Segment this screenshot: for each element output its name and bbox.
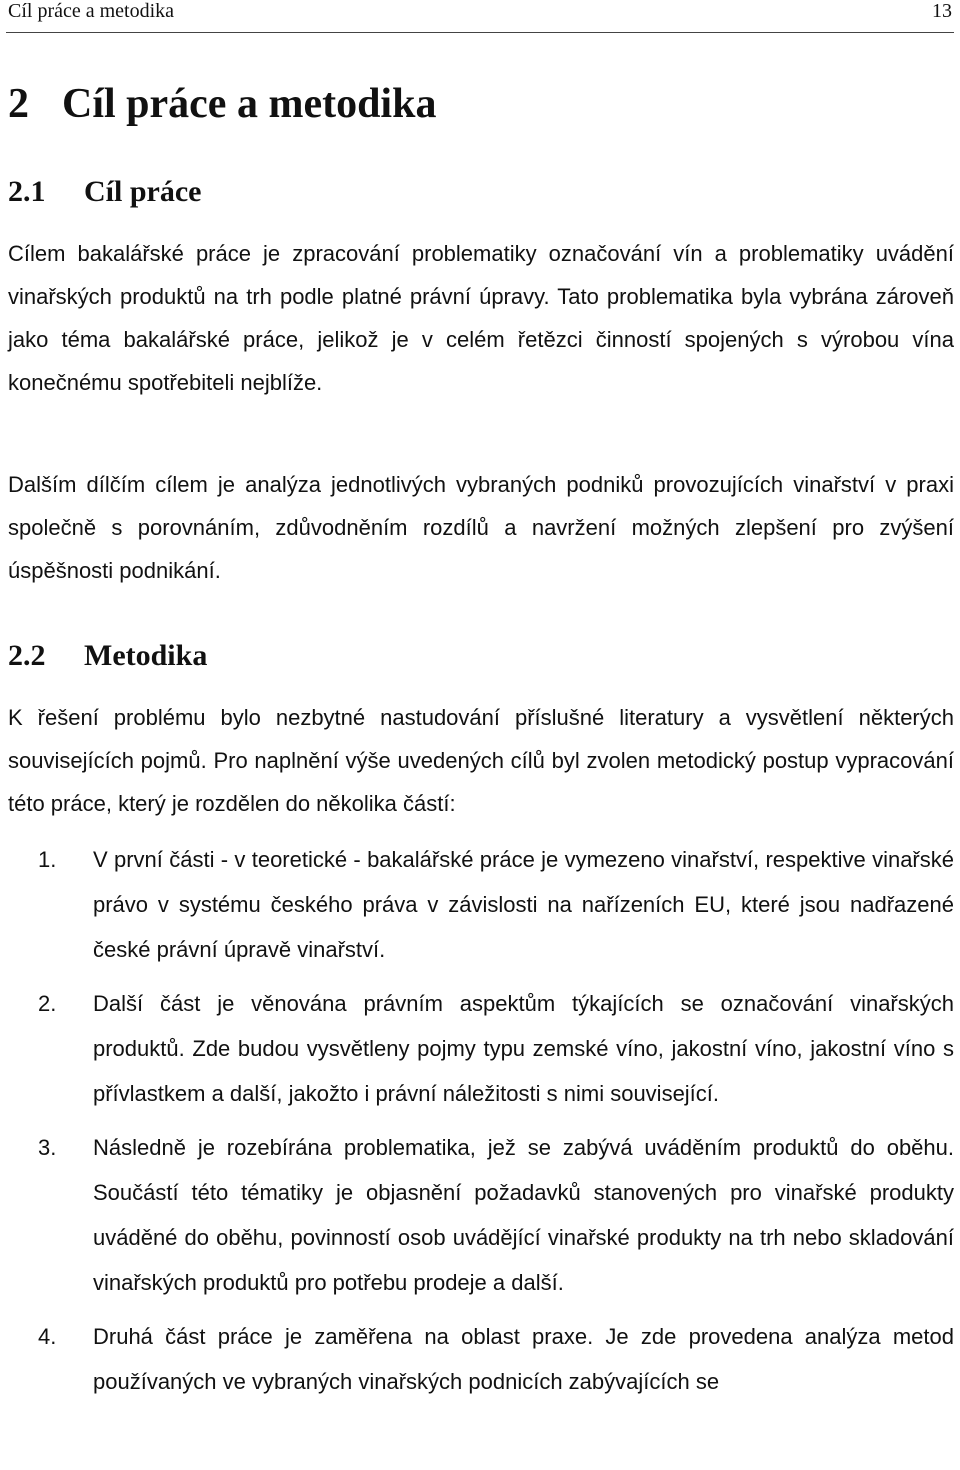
chapter-title: Cíl práce a metodika xyxy=(62,81,437,127)
list-item-number: 2. xyxy=(38,991,57,1016)
section-number: 2.2 xyxy=(8,639,46,672)
page-number: 13 xyxy=(932,0,952,22)
list-item xyxy=(8,837,954,972)
section-heading-method xyxy=(8,638,207,674)
chapter-heading xyxy=(8,80,436,128)
paragraph-method-intro: K řešení problému bylo nezbytné nastudování příslušné literatury a vysvětlení některých souvisejících pojmů. Pro naplnění výše uvedených cílů byl zvolen metodický postup vypracování této práce, který je rozdělen do několika částí: xyxy=(8,705,954,816)
list-item-text: Další část je věnována právním aspektům týkajících se označování vinařských produktů. Zde budou vysvětleny pojmy typu zemské víno, jakostní víno, jakostní víno s přívlastkem a další, jakožto i právní náležitosti s nimi související. xyxy=(93,991,954,1106)
method-steps-list xyxy=(8,837,954,1413)
list-item xyxy=(8,981,954,1116)
paragraph-goal-main: Cílem bakalářské práce je zpracování problematiky označování vín a problematiky uvádění vinařských produktů na trh podle platné právní úpravy. Tato problematika byla vybrána zároveň jako téma bakalářské práce, jelikož je v celém řetězci činností spojených s výrobou vína konečnému spotřebiteli nejblíže. xyxy=(8,241,954,395)
running-title: Cíl práce a metodika xyxy=(8,0,175,22)
page-header xyxy=(6,0,954,33)
list-item-number: 3. xyxy=(38,1135,57,1160)
chapter-number: 2 xyxy=(8,81,29,127)
section-heading-goal xyxy=(8,174,201,210)
paragraph-goal-secondary: Dalším dílčím cílem je analýza jednotlivých vybraných podniků provozujících vinařství v praxi společně s porovnáním, zdůvodněním rozdílů a navržení možných zlepšení pro zvýšení úspěšnosti podnikání. xyxy=(8,472,954,583)
list-item-number: 4. xyxy=(38,1324,57,1349)
section-title: Cíl práce xyxy=(84,175,202,208)
list-item xyxy=(8,1125,954,1305)
list-item-number: 1. xyxy=(38,847,57,872)
list-item-text: Následně je rozebírána problematika, jež se zabývá uváděním produktů do oběhu. Součástí této tématiky je objasnění požadavků stanovených pro vinařské produkty uváděné do oběhu, povinností osob uvádějící vinařské produkty na trh nebo skladování vinařských produktů pro potřebu prodeje a další. xyxy=(93,1135,954,1295)
list-item-text: V první části - v teoretické - bakalářské práce je vymezeno vinařství, respektive vinařské právo v systému českého práva v závislosti na nařízeních EU, které jsou nadřazené české právní úpravě vinařství. xyxy=(93,847,954,962)
section-title: Metodika xyxy=(84,639,208,672)
list-item-text: Druhá část práce je zaměřena na oblast praxe. Je zde provedena analýza metod používaných ve vybraných vinařských podnicích zabývajících se xyxy=(93,1324,954,1394)
section-number: 2.1 xyxy=(8,175,46,208)
list-item xyxy=(8,1314,954,1404)
